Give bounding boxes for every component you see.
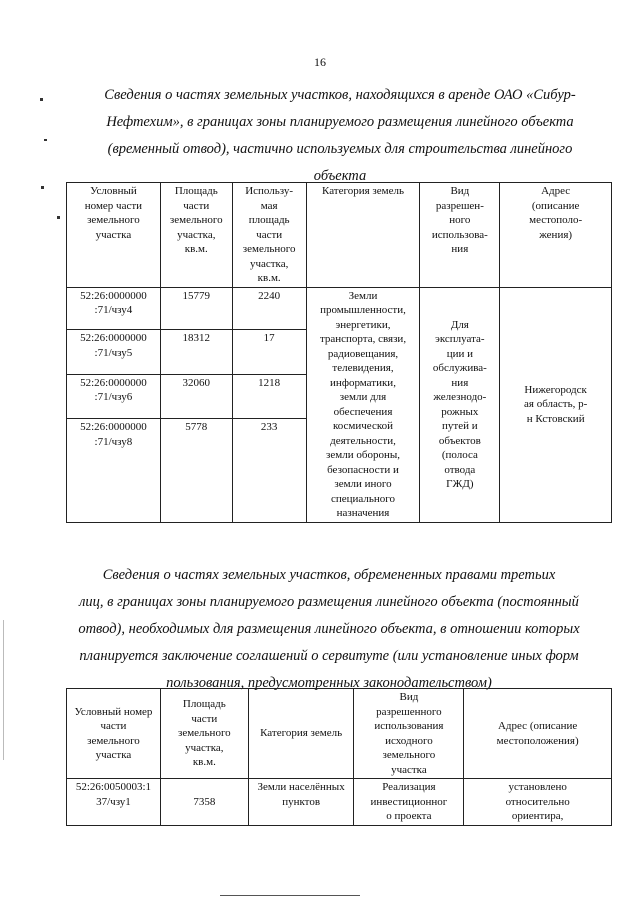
parcel-area: 32060 — [160, 374, 232, 419]
permitted-use: Реализация инвестиционног о проекта — [354, 779, 464, 826]
section2-heading: Сведения о частях земельных участков, обремененных правами третьих лиц, в границах зоны планируемого размещения линейного объекта (постоянный отвод), необходимых для размещения линейного объекта, в отношении которых планируется заключение соглашений о сервитуте (или установление иных форм пользования, предусмотренных законодательством) — [78, 567, 580, 691]
section1-heading: Сведения о частях земельных участков, находящихся в аренде ОАО «Сибур- Нефтехим», в границах зоны планируемого размещения линейного объекта (временный отвод), частично используемых для строительства линейного объекта — [104, 87, 576, 184]
scan-speck — [41, 186, 44, 189]
column-header: Адрес (описание местополо- жения) — [500, 183, 612, 288]
page-number: 16 — [314, 55, 326, 69]
land-category: Земли промышленности, энергетики, транспорта, связи, радиовещания, телевидения, информатики, земли для обеспечения космической деятельности, земли обороны, безопасности и земли иного специального назначения — [306, 287, 420, 522]
column-header: Вид разрешен- ного использова- ния — [420, 183, 500, 288]
parcel-used-area: 233 — [232, 419, 306, 522]
parcel-number: 52:26:0050003:1 37/чзу1 — [67, 779, 161, 826]
parcel-used-area: 17 — [232, 330, 306, 375]
section2-table — [66, 688, 612, 826]
column-header: Категория земель — [306, 183, 420, 288]
table-row — [67, 779, 612, 826]
column-header: Площадь части земельного участка, кв.м. — [160, 689, 248, 779]
column-header: Адрес (описание местоположения) — [464, 689, 612, 779]
scan-speck — [44, 139, 47, 141]
column-header: Вид разрешенного использования исходного земельного участка — [354, 689, 464, 779]
scan-speck — [40, 98, 43, 101]
parcel-area: 18312 — [160, 330, 232, 375]
column-header: Площадь части земельного участка, кв.м. — [160, 183, 232, 288]
permitted-use: Для эксплуата- ции и обслужива- ния железнодо- рожных путей и объектов (полоса отвода ГЖД) — [420, 287, 500, 522]
parcel-used-area: 2240 — [232, 287, 306, 330]
scan-edge — [3, 620, 4, 760]
land-category: Земли населённых пунктов — [248, 779, 354, 826]
column-header: Условный номер части земельного участка — [67, 183, 161, 288]
scan-speck — [57, 216, 60, 219]
column-header: Использу- мая площадь части земельного участка, кв.м. — [232, 183, 306, 288]
parcel-number: 52:26:0000000 :71/чзу6 — [67, 374, 161, 419]
table-header-row — [67, 689, 612, 779]
table-header-row — [67, 183, 612, 288]
column-header: Категория земель — [248, 689, 354, 779]
parcel-used-area: 1218 — [232, 374, 306, 419]
footer-rule — [220, 895, 360, 896]
address: установлено относительно ориентира, — [464, 779, 612, 826]
section1-table — [66, 182, 612, 523]
table-row — [67, 287, 612, 330]
parcel-area: 7358 — [160, 779, 248, 826]
parcel-area: 15779 — [160, 287, 232, 330]
parcel-number: 52:26:0000000 :71/чзу8 — [67, 419, 161, 522]
parcel-number: 52:26:0000000 :71/чзу5 — [67, 330, 161, 375]
parcel-area: 5778 — [160, 419, 232, 522]
parcel-number: 52:26:0000000 :71/чзу4 — [67, 287, 161, 330]
address: Нижегородск ая область, р- н Кстовский — [500, 287, 612, 522]
column-header: Условный номер части земельного участка — [67, 689, 161, 779]
